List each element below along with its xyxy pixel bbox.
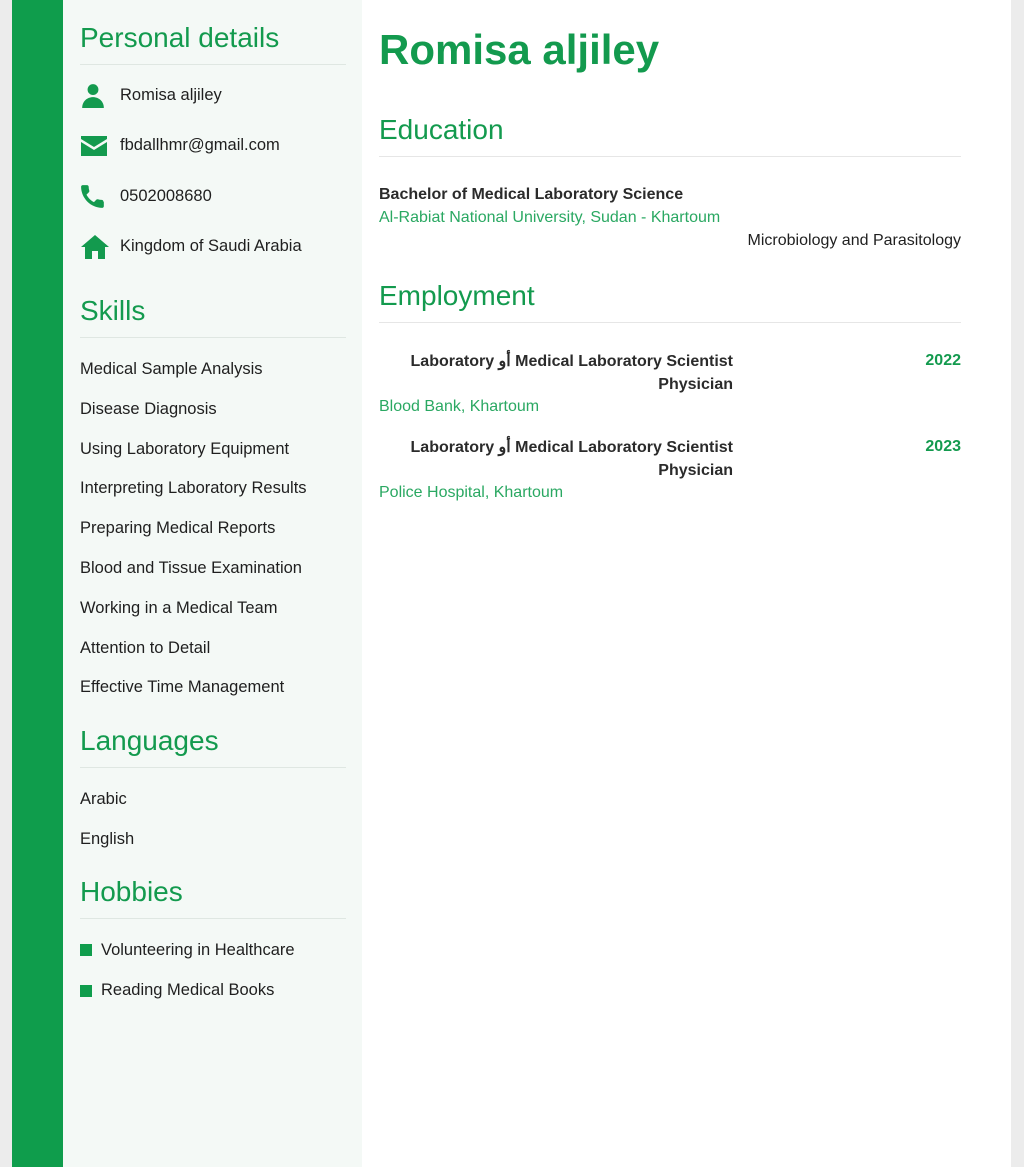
skill-item: Medical Sample Analysis — [80, 360, 263, 378]
accent-bar — [12, 0, 63, 1167]
job-year: 2022 — [925, 352, 961, 369]
contact-location-text: Kingdom of Saudi Arabia — [120, 237, 302, 256]
candidate-name: Romisa aljiley — [379, 26, 660, 73]
education-university: Al-Rabiat National University, Sudan - Khartoum — [379, 209, 721, 226]
hobbies-list — [80, 930, 346, 1011]
scrollbar[interactable] — [1011, 0, 1024, 1167]
skill-item: Working in a Medical Team — [80, 598, 278, 617]
hobby-item — [80, 930, 346, 971]
contact-phone-text[interactable]: 0502008680 — [120, 186, 212, 205]
language-item: English — [80, 829, 135, 848]
education-heading: Education — [379, 114, 961, 157]
job-title: Laboratory أو Medical Laboratory Scientist Physician — [410, 353, 733, 393]
hobby-text: Reading Medical Books — [101, 981, 275, 1000]
job-organization: Police Hospital, Khartoum — [379, 484, 564, 501]
language-item: Arabic — [80, 790, 127, 808]
contact-list — [80, 70, 346, 272]
skill-item: Interpreting Laboratory Results — [80, 479, 307, 498]
sidebar — [63, 0, 362, 1167]
job-year: 2023 — [925, 438, 961, 455]
square-bullet-icon — [80, 944, 92, 956]
hobby-text: Volunteering in Healthcare — [101, 940, 295, 959]
languages-heading: Languages — [80, 725, 346, 768]
resume-page — [12, 0, 1011, 1167]
education-specialty: Microbiology and Parasitology — [747, 232, 961, 249]
contact-email — [80, 121, 346, 172]
square-bullet-icon — [80, 985, 92, 997]
skill-item: Preparing Medical Reports — [80, 519, 276, 538]
skill-item: Attention to Detail — [80, 638, 211, 657]
skill-item: Using Laboratory Equipment — [80, 439, 290, 458]
user-icon — [80, 82, 120, 108]
skill-item: Disease Diagnosis — [80, 399, 217, 418]
contact-phone — [80, 171, 346, 222]
personal-details-heading: Personal details — [80, 22, 346, 65]
education-degree: Bachelor of Medical Laboratory Science — [379, 186, 684, 203]
phone-icon — [80, 183, 120, 209]
contact-location — [80, 222, 346, 273]
job-title: Laboratory أو Medical Laboratory Scientist Physician — [410, 439, 733, 479]
skills-list — [80, 359, 346, 717]
employment-heading: Employment — [379, 280, 961, 323]
contact-email-text[interactable]: fbdallhmr@gmail.com — [120, 136, 280, 155]
envelope-icon — [80, 135, 120, 157]
contact-name — [80, 70, 346, 121]
skill-item: Effective Time Management — [80, 678, 285, 697]
skills-heading: Skills — [80, 295, 346, 338]
job-organization: Blood Bank, Khartoum — [379, 398, 540, 415]
home-icon — [80, 234, 120, 260]
languages-list — [80, 789, 346, 869]
hobby-item — [80, 971, 346, 1012]
skill-item: Blood and Tissue Examination — [80, 558, 302, 577]
contact-name-text: Romisa aljiley — [120, 85, 222, 104]
hobbies-heading: Hobbies — [80, 876, 346, 919]
